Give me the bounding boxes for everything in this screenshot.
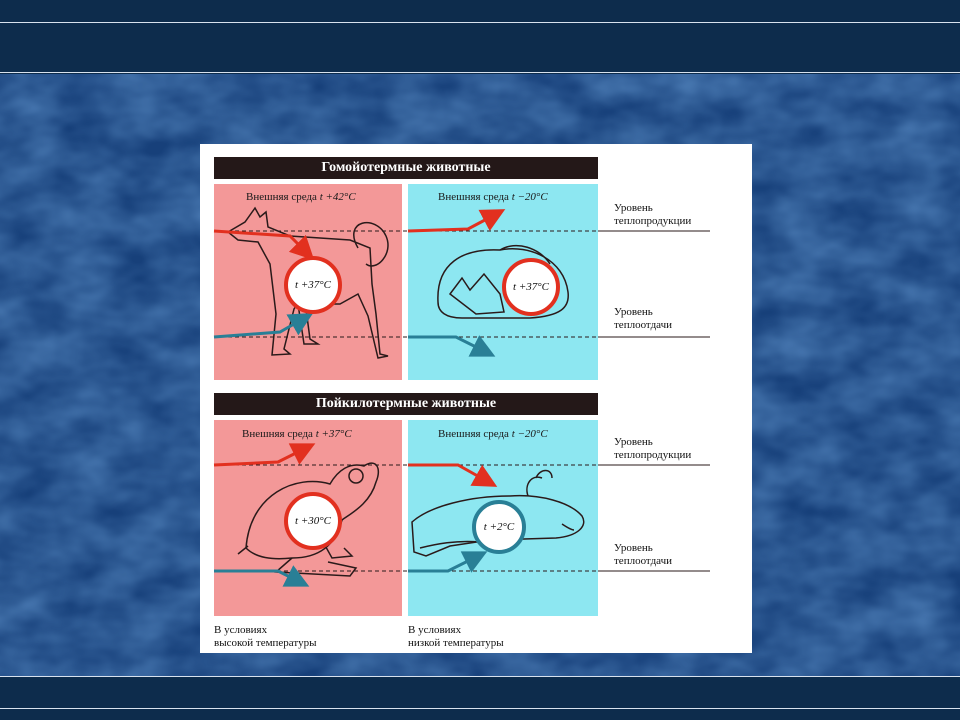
loss-arrow-homeothermic-warm: [214, 316, 308, 337]
body-temp-circle-poikilothermic-cold: t +2°C: [472, 500, 526, 554]
loss-arrow-poikilothermic-cold: [408, 554, 482, 571]
top-band: [0, 0, 960, 74]
bottom-rule-2: [0, 708, 960, 709]
production-arrow-poikilothermic-warm: [214, 446, 310, 465]
body-temp-circle-poikilothermic-warm: t +30°C: [284, 492, 342, 550]
label-heat-production-2: Уровень теплопродукции: [614, 436, 692, 461]
production-arrow-homeothermic-warm: [214, 231, 310, 256]
top-rule-2: [0, 72, 960, 73]
env-label-homeothermic-warm: Внешняя среда t +42°C: [246, 191, 356, 203]
label-heat-loss-1: Уровень теплоотдачи: [614, 306, 673, 331]
env-label-poikilothermic-cold: Внешняя среда t −20°C: [438, 428, 548, 440]
production-arrow-homeothermic-cold: [408, 212, 500, 231]
label-heat-production-1: Уровень теплопродукции: [614, 202, 692, 227]
bottom-rule-1: [0, 676, 960, 677]
production-arrow-poikilothermic-cold: [408, 465, 492, 484]
caption-low-temperature: В условиях низкой температуры: [408, 624, 504, 649]
figure-panel: [200, 144, 752, 653]
label-heat-loss-2: Уровень теплоотдачи: [614, 542, 673, 567]
section-title-poikilothermic: Пойкилотермные животные: [214, 393, 598, 415]
body-temp-circle-homeothermic-cold: t +37°C: [502, 258, 560, 316]
env-label-homeothermic-cold: Внешняя среда t −20°C: [438, 191, 548, 203]
top-rule-1: [0, 22, 960, 23]
env-label-poikilothermic-warm: Внешняя среда t +37°C: [242, 428, 352, 440]
bottom-band: [0, 676, 960, 720]
body-temp-circle-homeothermic-warm: t +37°C: [284, 256, 342, 314]
section-title-homeothermic: Гомойотермные животные: [214, 157, 598, 179]
caption-high-temperature: В условиях высокой температуры: [214, 624, 317, 649]
loss-arrow-homeothermic-cold: [408, 337, 490, 354]
